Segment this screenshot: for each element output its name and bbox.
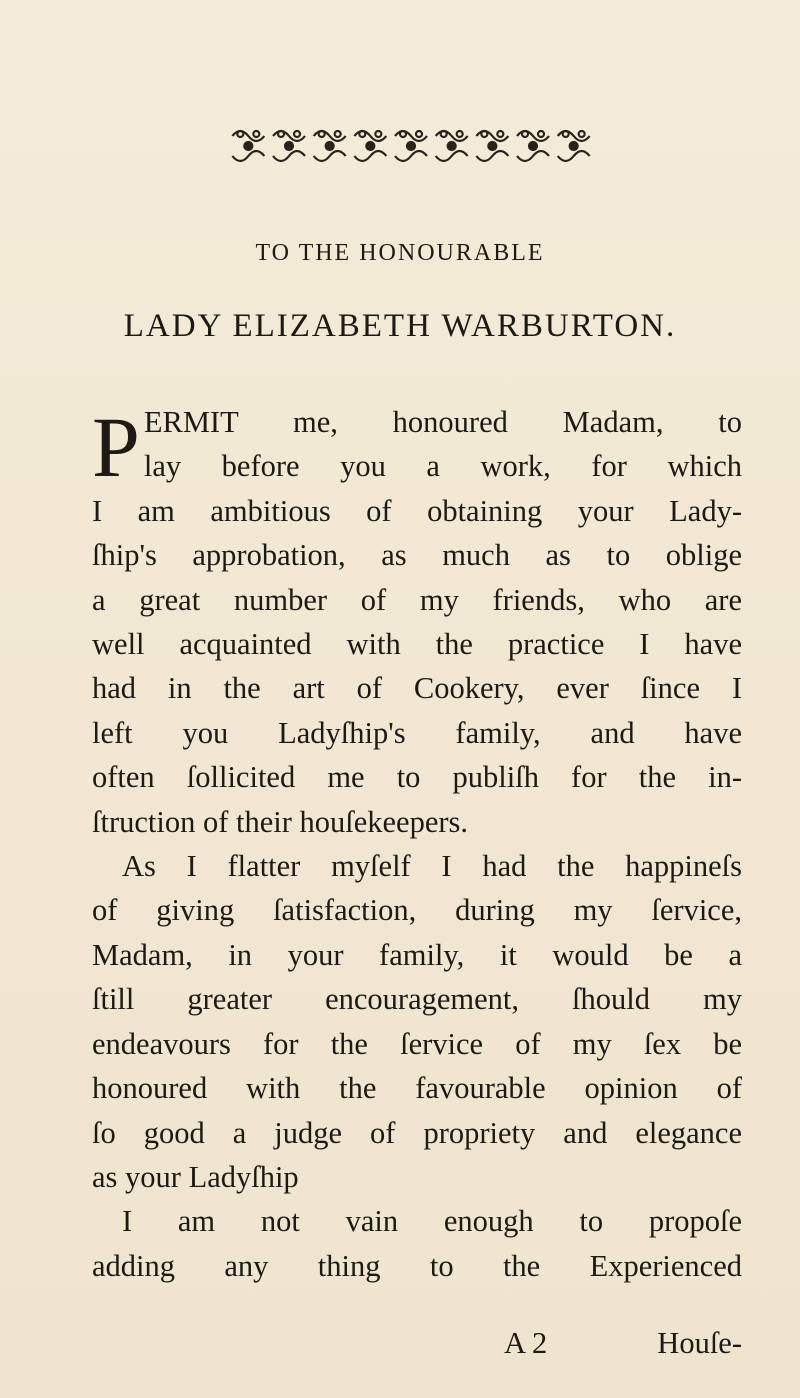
text-line: Madam, in your family, it would be a <box>92 937 742 972</box>
text-line: lay before you a work, for which <box>143 449 742 484</box>
text-line: ERMIT me, honoured Madam, to <box>143 405 742 439</box>
text-line: as your Ladyſhip <box>92 1159 299 1194</box>
text-line: As I flatter myſelf I had the happineſs <box>122 849 742 884</box>
text-line: ſo good a judge of propriety and elegance <box>92 1115 742 1150</box>
drop-cap: P <box>92 399 140 495</box>
text-line: left you Ladyſhip's family, and have <box>92 715 742 750</box>
text-line: well acquainted with the practice I have <box>92 627 742 662</box>
fleuron-band-icon <box>228 122 594 168</box>
text-line: adding any thing to the Experienced <box>92 1248 742 1283</box>
text-line: often ſollicited me to publiſh for the in- <box>92 760 742 795</box>
dedicatee-name: LADY ELIZABETH WARBURTON. <box>123 308 677 344</box>
page-footer <box>92 1326 742 1370</box>
text-line: ſtill greater encouragement, ſhould my <box>92 982 742 1017</box>
text-line: I am ambitious of obtaining your Lady- <box>92 493 742 528</box>
text-line: honoured with the favourable opinion of <box>92 1071 742 1106</box>
signature-mark: A 2 <box>504 1326 548 1360</box>
paragraph-continuation <box>92 489 742 844</box>
text-line: a great number of my friends, who are <box>92 582 742 617</box>
text-line: of giving ſatisfaction, during my ſervice, <box>92 893 742 928</box>
dedication-body <box>92 400 742 1288</box>
text-line: ſhip's approbation, as much as to oblige <box>92 538 742 573</box>
second-paragraph <box>92 844 742 1199</box>
text-line: ſtruction of their houſekeepers. <box>92 804 469 839</box>
text-line: had in the art of Cookery, ever ſince I <box>92 671 742 706</box>
text-line: I am not vain enough to propoſe <box>122 1204 742 1239</box>
text-line: endeavours for the ſervice of my ſex be <box>92 1026 742 1061</box>
opening-paragraph <box>92 399 742 495</box>
catchword: Houſe- <box>657 1326 742 1360</box>
dedication-heading: TO THE HONOURABLE <box>255 240 545 266</box>
third-paragraph <box>92 1199 742 1288</box>
